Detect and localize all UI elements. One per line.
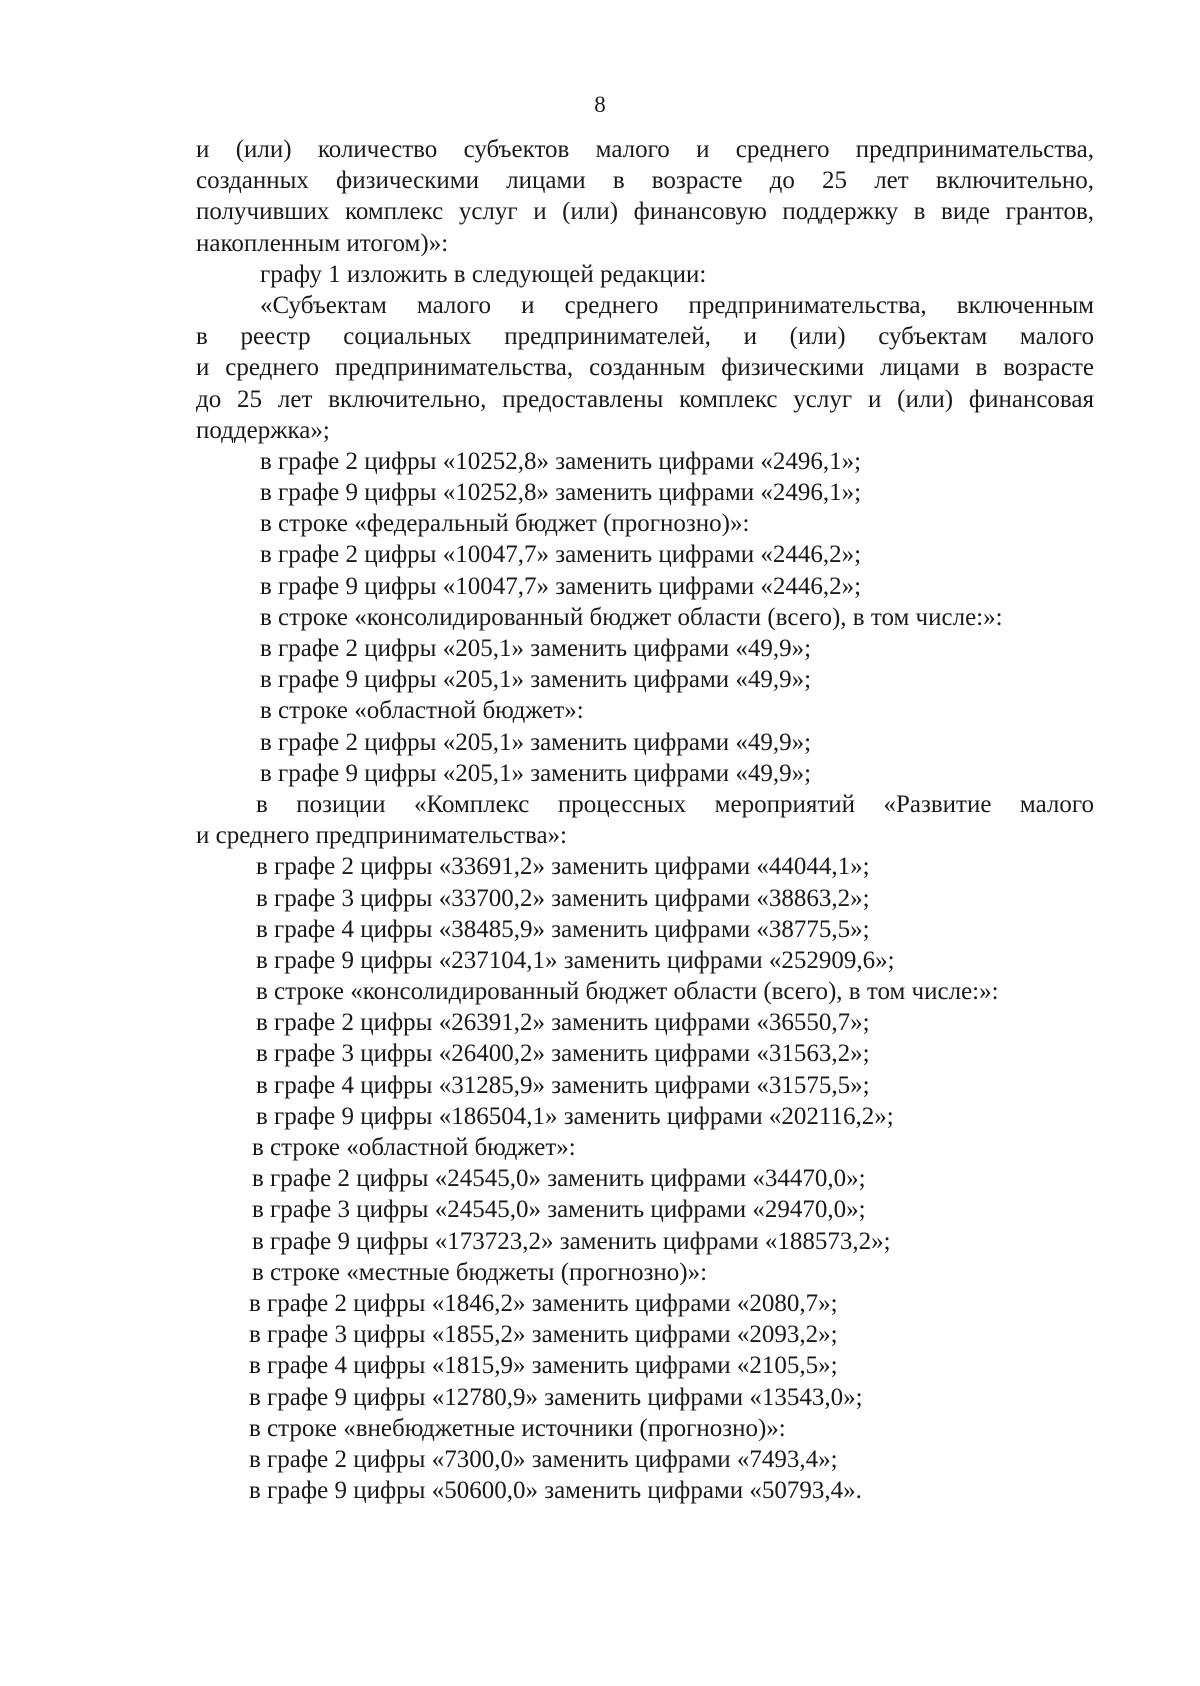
text-line: поддержка»;	[196, 416, 330, 444]
text-line: в графе 9 цифры «186504,1» заменить цифрами «202116,2»;	[256, 1102, 894, 1130]
text-line: в строке «внебюджетные источники (прогнозно)»:	[249, 1414, 786, 1442]
text-line: и (или) количество субъектов малого и среднего предпринимательства,	[196, 136, 1094, 163]
text-line: в реестр социальных предпринимателей, и (или) субъектам малого	[196, 323, 1094, 351]
text-line: и среднего предпринимательства»:	[196, 822, 567, 850]
text-line: в графе 9 цифры «205,1» заменить цифрами «49,9»;	[260, 759, 812, 787]
text-line: «Субъектам малого и среднего предпринимательства, включенным	[260, 291, 1094, 319]
text-line: в строке «областной бюджет»:	[260, 697, 584, 725]
text-line: в графе 2 цифры «10252,8» заменить цифрами «2496,1»;	[260, 447, 862, 475]
text-line: в графе 4 цифры «1815,9» заменить цифрами «2105,5»;	[249, 1352, 838, 1380]
text-line: графу 1 изложить в следующей редакции:	[260, 260, 707, 288]
text-line: в графе 3 цифры «1855,2» заменить цифрами «2093,2»;	[249, 1321, 838, 1349]
text-line: в строке «областной бюджет»:	[252, 1134, 576, 1161]
text-line: в графе 9 цифры «12780,9» заменить цифрами «13543,0»;	[249, 1383, 863, 1411]
text-line: в графе 4 цифры «38485,9» заменить цифрами «38775,5»;	[256, 915, 870, 943]
text-line: в графе 9 цифры «10252,8» заменить цифрами «2496,1»;	[260, 479, 862, 507]
text-line: в графе 2 цифры «7300,0» заменить цифрами «7493,4»;	[249, 1445, 838, 1473]
text-line: в графе 3 цифры «33700,2» заменить цифрами «38863,2»;	[256, 884, 870, 912]
text-line: в графе 9 цифры «205,1» заменить цифрами «49,9»;	[260, 666, 812, 694]
text-line: в графе 2 цифры «1846,2» заменить цифрами «2080,7»;	[249, 1289, 838, 1317]
text-line: в графе 4 цифры «31285,9» заменить цифрами «31575,5»;	[256, 1071, 870, 1099]
text-line: в строке «федеральный бюджет (прогнозно)»:	[260, 510, 750, 538]
text-line: созданных физическими лицами в возрасте до 25 лет включительно,	[196, 167, 1094, 195]
text-line: в графе 2 цифры «205,1» заменить цифрами «49,9»;	[260, 728, 812, 756]
text-line: в строке «консолидированный бюджет области (всего), в том числе:»:	[260, 603, 1003, 631]
text-line: в графе 3 цифры «26400,2» заменить цифрами «31563,2»;	[256, 1040, 870, 1068]
text-line: получивших комплекс услуг и (или) финансовую поддержку в виде грантов,	[196, 198, 1094, 226]
text-line: до 25 лет включительно, предоставлены комплекс услуг и (или) финансовая	[196, 385, 1094, 413]
text-line: в графе 2 цифры «10047,7» заменить цифрами «2446,2»;	[260, 541, 862, 569]
text-line: в графе 2 цифры «205,1» заменить цифрами «49,9»;	[260, 635, 812, 662]
text-line: в графе 2 цифры «24545,0» заменить цифрами «34470,0»;	[252, 1165, 866, 1193]
text-line: в позиции «Комплекс процессных мероприятий «Развитие малого	[256, 790, 1094, 818]
text-line: в графе 9 цифры «50600,0» заменить цифрами «50793,4».	[249, 1477, 862, 1505]
text-line: в графе 9 цифры «10047,7» заменить цифрами «2446,2»;	[260, 572, 862, 600]
page-number: 8	[594, 92, 606, 117]
document-body	[196, 134, 1094, 1506]
text-line: в графе 9 цифры «173723,2» заменить цифрами «188573,2»;	[252, 1227, 891, 1255]
text-line: в строке «местные бюджеты (прогнозно)»:	[252, 1258, 708, 1286]
text-line: накопленным итогом)»:	[196, 229, 449, 257]
text-line: в строке «консолидированный бюджет области (всего), в том числе:»:	[256, 978, 999, 1006]
text-line: в графе 2 цифры «26391,2» заменить цифрами «36550,7»;	[256, 1009, 870, 1037]
text-line: и среднего предпринимательства, созданным физическими лицами в возрасте	[196, 354, 1094, 382]
text-line: в графе 2 цифры «33691,2» заменить цифрами «44044,1»;	[256, 853, 870, 881]
text-line: в графе 3 цифры «24545,0» заменить цифрами «29470,0»;	[252, 1196, 866, 1224]
text-line: в графе 9 цифры «237104,1» заменить цифрами «252909,6»;	[256, 946, 895, 974]
